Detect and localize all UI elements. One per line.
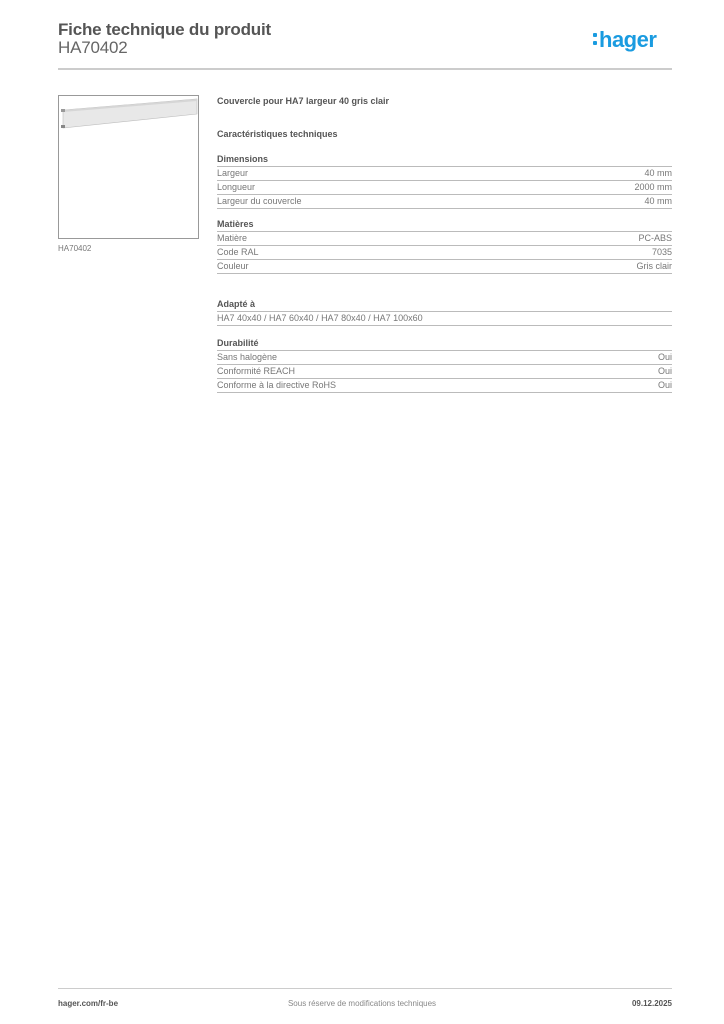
footer-website-link[interactable]: hager.com/fr-be	[58, 999, 119, 1008]
group-durability	[217, 337, 672, 393]
spec-row	[217, 379, 672, 393]
group-title: Adapté à	[217, 298, 672, 312]
spec-label: Sans halogène	[217, 352, 278, 362]
spec-value: 2000 mm	[634, 182, 672, 192]
spec-row	[217, 351, 672, 365]
spec-label: Couleur	[217, 261, 249, 271]
spec-value: 40 mm	[644, 196, 672, 206]
spec-value: Oui	[657, 366, 672, 376]
logo-colon-icon	[593, 33, 597, 47]
spec-label: Matière	[217, 233, 248, 243]
footer-date: 09.12.2025	[631, 999, 672, 1008]
group-compatible	[217, 298, 672, 326]
product-name: Couvercle pour HA7 largeur 40 gris clair	[217, 96, 390, 106]
spec-label: Conforme à la directive RoHS	[217, 380, 337, 390]
product-code-heading: HA70402	[58, 38, 128, 57]
spec-row	[217, 246, 672, 260]
image-caption: HA70402	[58, 244, 92, 253]
logo-text: hager	[599, 27, 657, 52]
group-title: Dimensions	[217, 153, 672, 167]
spec-label: Largeur	[217, 168, 249, 178]
spec-row	[217, 195, 672, 209]
spec-label: Code RAL	[217, 247, 259, 257]
footer-disclaimer: Sous réserve de modifications techniques	[287, 999, 437, 1008]
spec-content	[217, 96, 672, 393]
product-image	[58, 95, 199, 239]
spec-label: Largeur du couvercle	[217, 196, 302, 206]
hager-logo	[593, 27, 656, 53]
cover-profile-illustration	[59, 96, 198, 238]
footer-divider	[58, 988, 672, 989]
page-title: Fiche technique du produit	[58, 20, 271, 39]
spec-value: Oui	[657, 380, 672, 390]
spec-row	[217, 365, 672, 379]
spec-row	[217, 232, 672, 246]
spec-label: Conformité REACH	[217, 366, 296, 376]
spec-value: 7035	[651, 247, 672, 257]
section-title: Caractéristiques techniques	[217, 129, 338, 139]
group-title: Durabilité	[217, 337, 672, 351]
spec-value: Oui	[657, 352, 672, 362]
spec-value: Gris clair	[636, 261, 672, 271]
spec-label: HA7 40x40 / HA7 60x40 / HA7 80x40 / HA7 100x60	[217, 313, 423, 323]
spec-label: Longueur	[217, 182, 256, 192]
header-divider	[58, 68, 672, 70]
group-materials	[217, 218, 672, 274]
group-title: Matières	[217, 218, 672, 232]
spec-row	[217, 167, 672, 181]
group-dimensions	[217, 153, 672, 209]
spec-row	[217, 312, 672, 326]
spec-row	[217, 260, 672, 274]
spec-value: 40 mm	[644, 168, 672, 178]
spec-row	[217, 181, 672, 195]
spec-value: PC-ABS	[638, 233, 672, 243]
